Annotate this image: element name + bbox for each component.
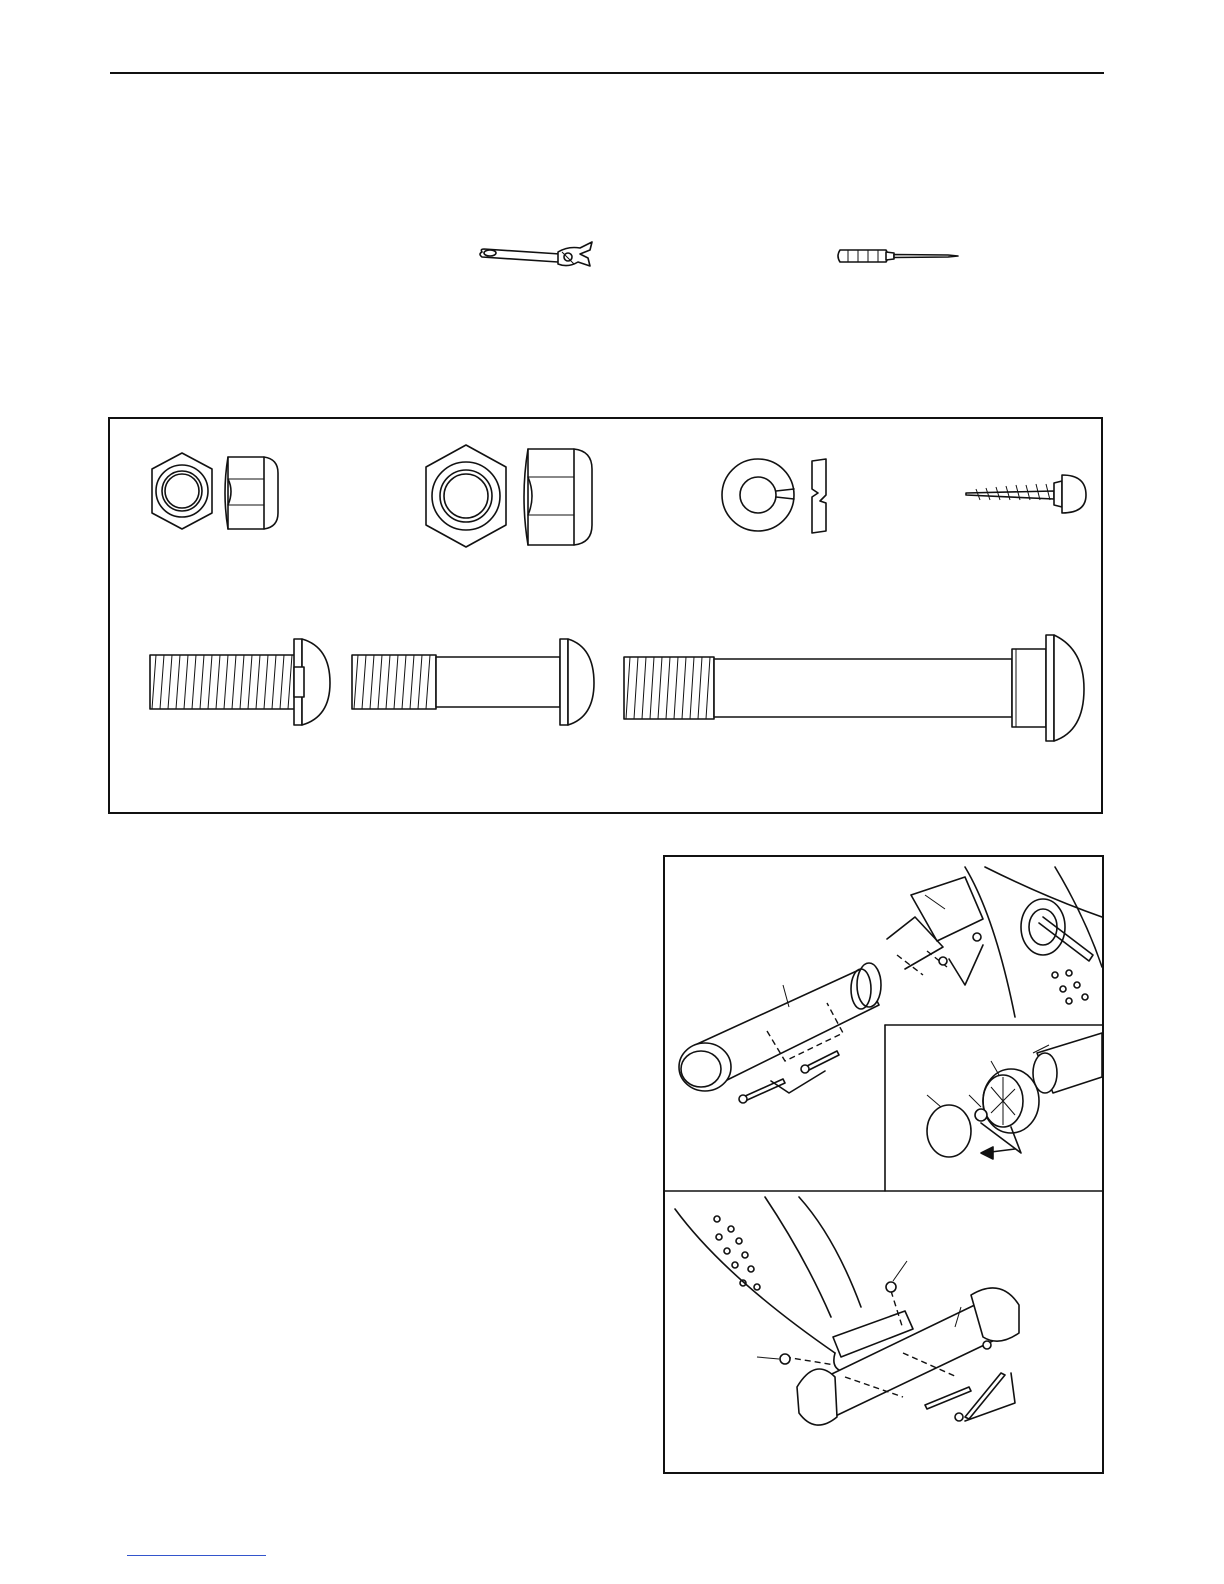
endcap-inset [927,1033,1102,1159]
parts-identification-chart [108,417,1103,814]
small-nylon-locknut-icon [148,449,288,545]
assembly-figure [663,855,1104,1474]
short-bolt-icon [146,631,336,731]
adjustable-wrench-icon [476,240,596,274]
front-stabilizer-assembly [675,1197,1019,1425]
split-washer-icon [720,457,850,537]
footer-link-underline[interactable] [127,1555,266,1556]
large-nylon-locknut-icon [422,443,602,553]
long-bolt-icon [620,631,1090,771]
header-rule [110,72,1104,74]
phillips-screwdriver-icon [836,246,960,266]
screw-icon [962,469,1092,529]
medium-bolt-icon [348,631,598,731]
